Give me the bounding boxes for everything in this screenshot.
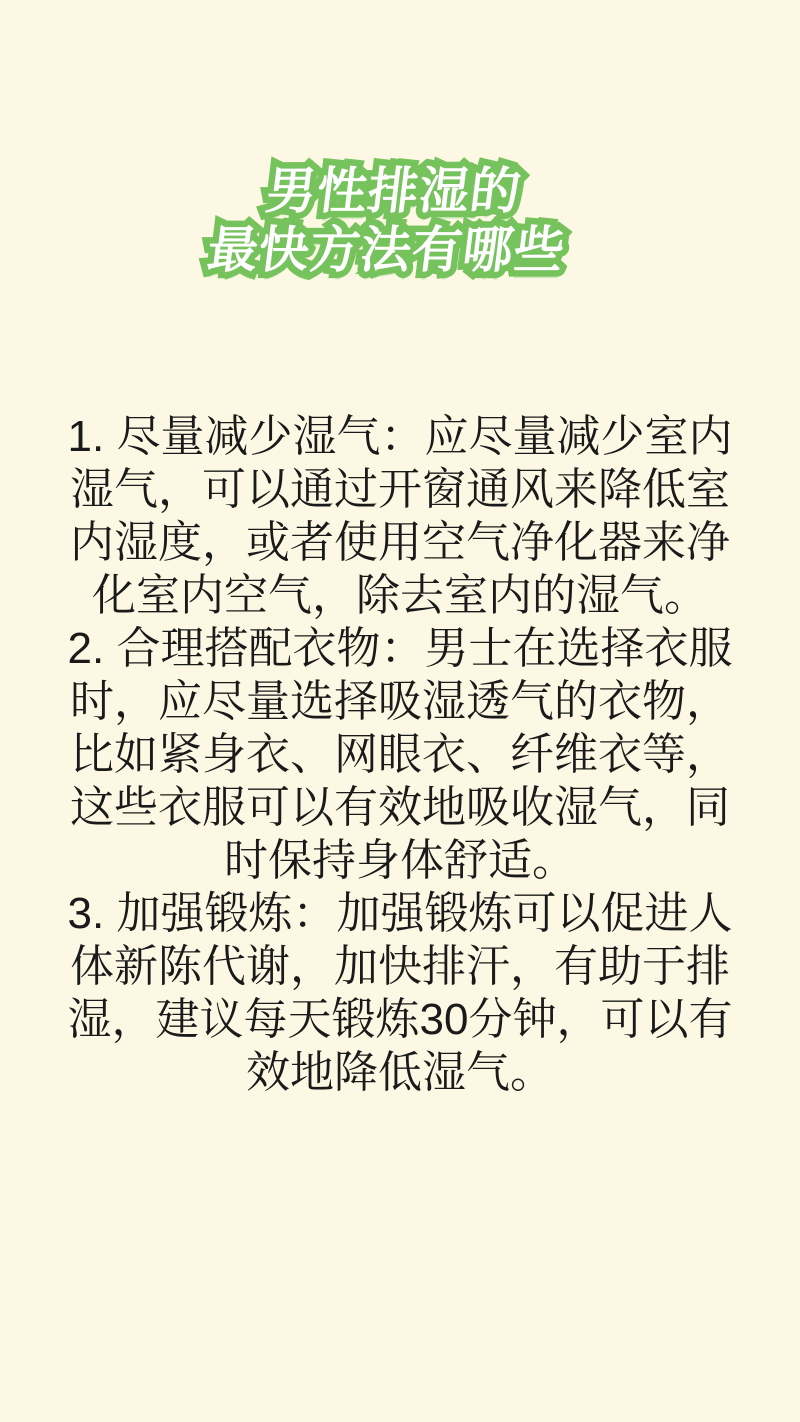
body-line: 3. 加强锻炼：加强锻炼可以促进人 <box>67 889 733 938</box>
paragraph <box>34 622 766 887</box>
body-line: 时，应尽量选择吸湿透气的衣物， <box>70 677 730 726</box>
paragraph <box>34 887 766 1099</box>
paragraph <box>34 410 766 622</box>
title-line-1: 男性排湿的 男性排湿的 <box>0 162 797 221</box>
body-line: 2. 合理搭配衣物：男士在选择衣服 <box>67 624 733 673</box>
page-title <box>0 0 800 280</box>
body-text <box>0 410 800 1099</box>
body-line: 内湿度，或者使用空气净化器来净 <box>70 518 730 567</box>
body-line: 比如紧身衣、网眼衣、纤维衣等， <box>70 730 730 779</box>
body-line: 湿，建议每天锻炼30分钟，可以有 <box>67 995 733 1044</box>
body-line: 体新陈代谢，加快排汗，有助于排 <box>70 942 730 991</box>
title-line-2: 最快方法有哪些 最快方法有哪些 <box>0 221 790 280</box>
body-line: 1. 尽量减少湿气：应尽量减少室内 <box>67 412 733 461</box>
body-line: 化室内空气，除去室内的湿气。 <box>92 571 708 620</box>
body-line: 这些衣服可以有效地吸收湿气，同 <box>70 783 730 832</box>
body-line: 时保持身体舒适。 <box>224 836 576 885</box>
body-line: 效地降低湿气。 <box>246 1048 554 1097</box>
body-line: 湿气，可以通过开窗通风来降低室 <box>70 465 730 514</box>
